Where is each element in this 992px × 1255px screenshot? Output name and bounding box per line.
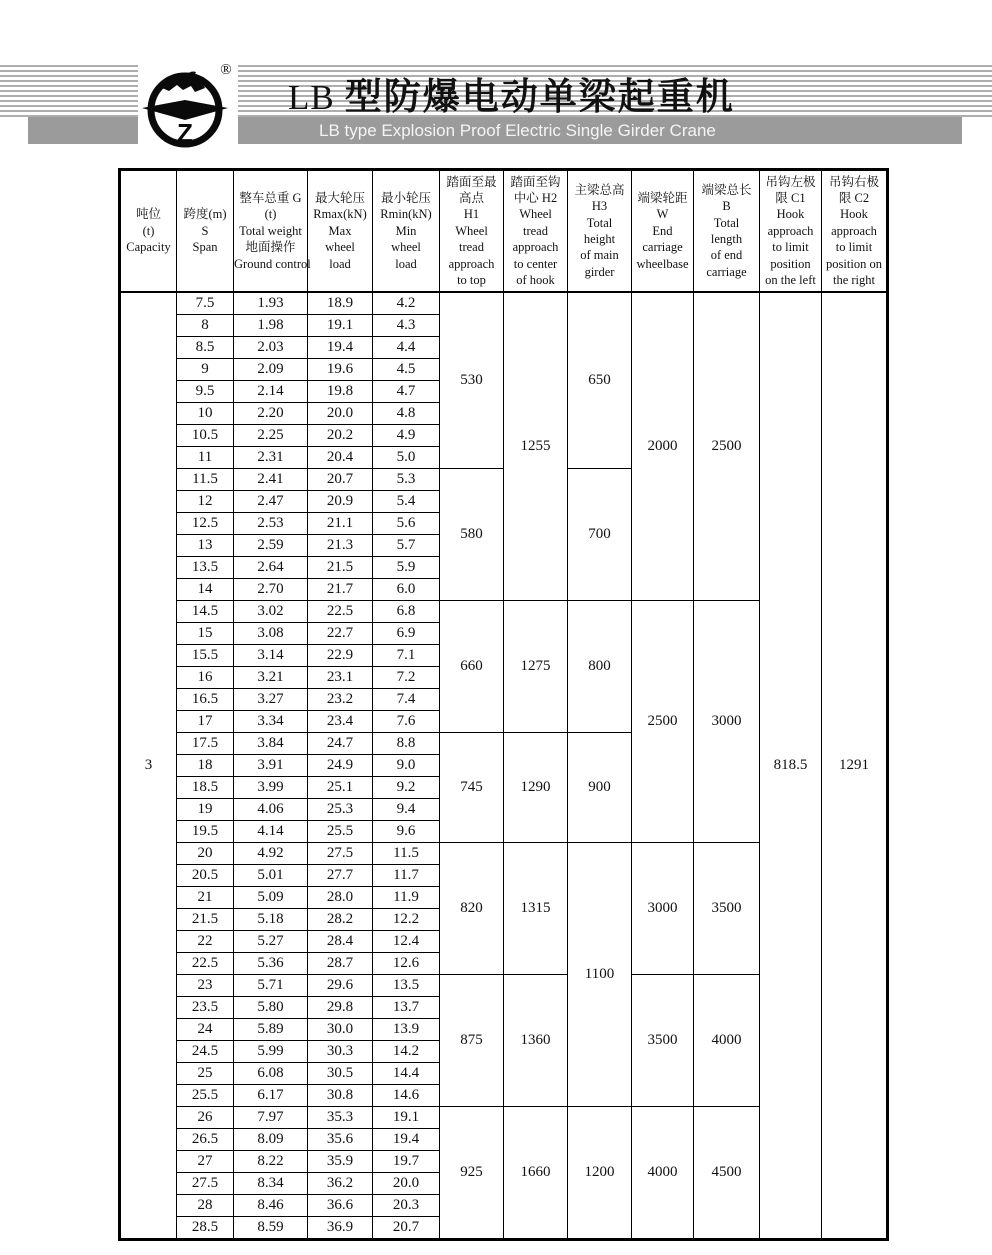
- cell-h3: 1100: [568, 843, 632, 1107]
- cell-total_weight: 2.09: [234, 359, 308, 381]
- cell-total_weight: 2.64: [234, 557, 308, 579]
- table-row: [120, 292, 888, 315]
- header-line: carriage: [642, 240, 683, 255]
- cell-span: 27: [177, 1151, 234, 1173]
- cell-rmin: 13.9: [373, 1019, 440, 1041]
- cell-rmin: 8.8: [373, 733, 440, 755]
- title-model-code: LB: [288, 78, 335, 117]
- cell-rmin: 20.7: [373, 1217, 440, 1240]
- cell-rmin: 5.3: [373, 469, 440, 491]
- cell-span: 13.5: [177, 557, 234, 579]
- cell-h1: 580: [440, 469, 504, 601]
- cell-rmax: 36.2: [308, 1173, 373, 1195]
- cell-total_weight: 3.02: [234, 601, 308, 623]
- cell-total_weight: 4.92: [234, 843, 308, 865]
- cell-rmax: 27.7: [308, 865, 373, 887]
- cell-span: 14: [177, 579, 234, 601]
- cell-rmax: 22.9: [308, 645, 373, 667]
- header-line: Hook: [840, 207, 868, 222]
- cell-rmax: 18.9: [308, 292, 373, 315]
- cell-capacity: 3: [120, 292, 177, 1240]
- cell-span: 28: [177, 1195, 234, 1217]
- header-line: Wheel: [455, 223, 488, 238]
- spec-table: [118, 168, 889, 1241]
- cell-rmin: 4.4: [373, 337, 440, 359]
- cell-span: 11: [177, 447, 234, 469]
- cell-rmax: 29.6: [308, 975, 373, 997]
- header-line: approach: [767, 223, 814, 238]
- header-line: wheel: [391, 240, 421, 255]
- cell-total_weight: 3.21: [234, 667, 308, 689]
- cell-span: 21: [177, 887, 234, 909]
- header-line: carriage: [706, 264, 747, 279]
- cell-h3: 900: [568, 733, 632, 843]
- cell-rmin: 7.1: [373, 645, 440, 667]
- cell-total_weight: 7.97: [234, 1107, 308, 1129]
- header-line: girder: [584, 264, 615, 279]
- cell-total_weight: 6.08: [234, 1063, 308, 1085]
- cell-h2: 1275: [504, 601, 568, 733]
- cell-rmax: 30.3: [308, 1041, 373, 1063]
- cell-rmax: 35.3: [308, 1107, 373, 1129]
- cell-h1: 745: [440, 733, 504, 843]
- header-line: 高点: [458, 190, 484, 205]
- header-line: 中心 H2: [513, 190, 558, 205]
- header-line: 吊钩右极: [828, 174, 879, 189]
- cell-total_weight: 4.06: [234, 799, 308, 821]
- cell-h1: 925: [440, 1107, 504, 1240]
- cell-rmax: 21.3: [308, 535, 373, 557]
- header-line: Total weight: [239, 223, 302, 238]
- header-line: Ground control: [234, 256, 311, 271]
- cell-rmin: 13.7: [373, 997, 440, 1019]
- cell-rmax: 36.6: [308, 1195, 373, 1217]
- cell-total_weight: 8.22: [234, 1151, 308, 1173]
- cell-rmin: 5.4: [373, 491, 440, 513]
- cell-span: 17: [177, 711, 234, 733]
- header-line: Max: [328, 223, 352, 238]
- header-cell-c2: [822, 170, 888, 293]
- cell-rmin: 4.3: [373, 315, 440, 337]
- header-line: 踏面至最: [446, 174, 497, 189]
- cell-rmax: 19.4: [308, 337, 373, 359]
- cell-span: 11.5: [177, 469, 234, 491]
- cell-span: 17.5: [177, 733, 234, 755]
- cell-span: 13: [177, 535, 234, 557]
- header-line: height: [583, 232, 616, 246]
- cell-rmax: 25.3: [308, 799, 373, 821]
- cell-b: 3500: [694, 843, 760, 975]
- cell-rmax: 24.9: [308, 755, 373, 777]
- cell-h1: 875: [440, 975, 504, 1107]
- header-cell-h3: [568, 170, 632, 293]
- header-line: 主梁总高: [574, 182, 625, 197]
- header-line: 踏面至钩: [510, 174, 561, 189]
- cell-rmin: 9.6: [373, 821, 440, 843]
- cell-span: 8.5: [177, 337, 234, 359]
- cell-rmax: 35.6: [308, 1129, 373, 1151]
- cell-rmin: 7.4: [373, 689, 440, 711]
- cell-rmin: 19.1: [373, 1107, 440, 1129]
- cell-span: 19: [177, 799, 234, 821]
- cell-total_weight: 2.25: [234, 425, 308, 447]
- cell-rmax: 36.9: [308, 1217, 373, 1240]
- cell-total_weight: 5.18: [234, 909, 308, 931]
- cell-rmin: 4.7: [373, 381, 440, 403]
- cell-w: 3000: [632, 843, 694, 975]
- header-line: 端梁轮距: [637, 190, 688, 205]
- cell-rmax: 29.8: [308, 997, 373, 1019]
- cell-rmax: 21.1: [308, 513, 373, 535]
- cell-span: 25.5: [177, 1085, 234, 1107]
- cell-rmin: 7.6: [373, 711, 440, 733]
- header-line: 整车总重 G: [239, 190, 302, 205]
- header-line: length: [710, 232, 743, 246]
- cell-total_weight: 6.17: [234, 1085, 308, 1107]
- cell-rmax: 27.5: [308, 843, 373, 865]
- title-chinese: 型防爆电动单梁起重机: [344, 76, 735, 117]
- cell-span: 7.5: [177, 292, 234, 315]
- header-line: 吨位: [135, 207, 161, 222]
- cell-total_weight: 5.01: [234, 865, 308, 887]
- cell-rmax: 22.7: [308, 623, 373, 645]
- registered-mark: ®: [220, 62, 232, 78]
- cell-span: 12: [177, 491, 234, 513]
- cell-rmin: 5.6: [373, 513, 440, 535]
- cell-rmin: 13.5: [373, 975, 440, 997]
- cell-rmin: 14.6: [373, 1085, 440, 1107]
- cell-rmin: 4.2: [373, 292, 440, 315]
- cell-span: 18.5: [177, 777, 234, 799]
- cell-span: 26: [177, 1107, 234, 1129]
- cell-total_weight: 5.36: [234, 953, 308, 975]
- header-line: approach: [512, 240, 559, 255]
- header-line: 吊钩左极: [765, 174, 816, 189]
- header-line: H1: [463, 207, 480, 222]
- cell-rmax: 23.1: [308, 667, 373, 689]
- cell-rmax: 19.8: [308, 381, 373, 403]
- page-title: [288, 66, 735, 120]
- header-line: (t): [142, 223, 155, 238]
- cell-rmax: 20.4: [308, 447, 373, 469]
- cell-span: 15: [177, 623, 234, 645]
- cell-w: 3500: [632, 975, 694, 1107]
- header-cell-rmin: [373, 170, 440, 293]
- header-line: wheel: [325, 240, 355, 255]
- cell-span: 9.5: [177, 381, 234, 403]
- cell-rmin: 11.7: [373, 865, 440, 887]
- cell-total_weight: 3.91: [234, 755, 308, 777]
- cell-rmax: 28.4: [308, 931, 373, 953]
- cell-span: 23: [177, 975, 234, 997]
- header-line: 跨度(m): [183, 207, 227, 222]
- cell-total_weight: 2.70: [234, 579, 308, 601]
- cell-total_weight: 5.89: [234, 1019, 308, 1041]
- header-line: to limit: [835, 240, 873, 255]
- header-cell-h1: [440, 170, 504, 293]
- header-line: of hook: [516, 273, 555, 288]
- cell-b: 2500: [694, 292, 760, 601]
- cell-span: 14.5: [177, 601, 234, 623]
- cell-span: 20: [177, 843, 234, 865]
- cell-total_weight: 5.27: [234, 931, 308, 953]
- cell-span: 12.5: [177, 513, 234, 535]
- cell-rmax: 28.7: [308, 953, 373, 975]
- cell-rmax: 20.2: [308, 425, 373, 447]
- cell-total_weight: 3.14: [234, 645, 308, 667]
- header-line: 限 C2: [838, 190, 870, 205]
- cell-total_weight: 2.41: [234, 469, 308, 491]
- cell-b: 4500: [694, 1107, 760, 1240]
- header-cell-capacity: [120, 170, 177, 293]
- cell-span: 9: [177, 359, 234, 381]
- cell-rmax: 28.2: [308, 909, 373, 931]
- header-line: of end: [710, 248, 743, 263]
- page-subtitle: LB type Explosion Proof Electric Single Girder Crane: [319, 121, 716, 140]
- cell-span: 21.5: [177, 909, 234, 931]
- header-line: 最小轮压: [380, 190, 431, 205]
- logo-box: [138, 56, 238, 154]
- cell-rmax: 22.5: [308, 601, 373, 623]
- header-line: W: [656, 207, 669, 222]
- header-cell-span: [177, 170, 234, 293]
- cell-c1: 818.5: [760, 292, 822, 1240]
- cell-total_weight: 5.99: [234, 1041, 308, 1063]
- cell-total_weight: 8.09: [234, 1129, 308, 1151]
- header-line: 限 C1: [775, 190, 806, 205]
- cell-total_weight: 3.84: [234, 733, 308, 755]
- cell-span: 10.5: [177, 425, 234, 447]
- cell-rmin: 9.4: [373, 799, 440, 821]
- header-line: Rmin(kN): [380, 207, 432, 222]
- cell-rmin: 11.9: [373, 887, 440, 909]
- header-line: position: [770, 256, 811, 271]
- cell-span: 22.5: [177, 953, 234, 975]
- cell-rmax: 30.0: [308, 1019, 373, 1041]
- header-line: approach: [831, 223, 877, 238]
- cell-total_weight: 5.80: [234, 997, 308, 1019]
- cell-rmin: 4.5: [373, 359, 440, 381]
- cell-b: 3000: [694, 601, 760, 843]
- cell-span: 20.5: [177, 865, 234, 887]
- header-line: Total: [713, 215, 740, 230]
- cell-rmin: 19.4: [373, 1129, 440, 1151]
- company-logo: [140, 58, 236, 154]
- cell-total_weight: 8.34: [234, 1173, 308, 1195]
- header-line: Wheel: [519, 207, 552, 222]
- header-cell-total_weight: [234, 170, 311, 293]
- cell-rmin: 12.6: [373, 953, 440, 975]
- header-line: S: [201, 223, 209, 238]
- table-body: [120, 292, 888, 1240]
- cell-total_weight: 1.93: [234, 292, 308, 315]
- cell-span: 25: [177, 1063, 234, 1085]
- cell-total_weight: 1.98: [234, 315, 308, 337]
- header-line: Span: [192, 240, 218, 255]
- cell-h3: 1200: [568, 1107, 632, 1240]
- header-cell-h2: [504, 170, 568, 293]
- cell-h2: 1360: [504, 975, 568, 1107]
- cell-h3: 650: [568, 292, 632, 469]
- banner-bar-left: [28, 117, 140, 144]
- cell-h3: 800: [568, 601, 632, 733]
- cell-rmin: 14.4: [373, 1063, 440, 1085]
- cell-rmax: 28.0: [308, 887, 373, 909]
- header-line: to limit: [772, 240, 809, 255]
- cell-rmax: 20.7: [308, 469, 373, 491]
- header-line: 地面操作: [245, 240, 296, 255]
- cell-total_weight: 2.31: [234, 447, 308, 469]
- cell-w: 4000: [632, 1107, 694, 1240]
- cell-span: 10: [177, 403, 234, 425]
- svg-text:Z: Z: [177, 118, 193, 148]
- cell-total_weight: 2.53: [234, 513, 308, 535]
- cell-rmax: 23.4: [308, 711, 373, 733]
- cell-w: 2000: [632, 292, 694, 601]
- header-line: position on: [826, 256, 882, 271]
- cell-span: 16: [177, 667, 234, 689]
- cell-span: 19.5: [177, 821, 234, 843]
- cell-span: 24: [177, 1019, 234, 1041]
- cell-rmax: 20.9: [308, 491, 373, 513]
- cell-rmin: 4.9: [373, 425, 440, 447]
- cell-rmin: 20.3: [373, 1195, 440, 1217]
- cell-w: 2500: [632, 601, 694, 843]
- cell-total_weight: 5.71: [234, 975, 308, 997]
- header-line: End: [652, 223, 673, 238]
- header-line: Capacity: [126, 240, 171, 255]
- cell-rmax: 25.1: [308, 777, 373, 799]
- cell-h1: 660: [440, 601, 504, 733]
- cell-rmin: 5.7: [373, 535, 440, 557]
- header-line: load: [329, 256, 351, 271]
- header-line: to center: [513, 256, 558, 271]
- cell-rmax: 24.7: [308, 733, 373, 755]
- cell-rmax: 21.5: [308, 557, 373, 579]
- cell-rmin: 6.0: [373, 579, 440, 601]
- cell-span: 27.5: [177, 1173, 234, 1195]
- header-line: H3: [591, 199, 608, 214]
- cell-h1: 820: [440, 843, 504, 975]
- cell-rmax: 25.5: [308, 821, 373, 843]
- header-line: wheelbase: [636, 256, 689, 271]
- header-cell-w: [632, 170, 694, 293]
- cell-rmax: 19.6: [308, 359, 373, 381]
- cell-rmin: 6.9: [373, 623, 440, 645]
- cell-rmax: 30.8: [308, 1085, 373, 1107]
- cell-rmin: 14.2: [373, 1041, 440, 1063]
- cell-rmin: 9.0: [373, 755, 440, 777]
- cell-rmin: 5.0: [373, 447, 440, 469]
- header-line: Total: [586, 215, 613, 230]
- cell-rmax: 19.1: [308, 315, 373, 337]
- cell-total_weight: 8.59: [234, 1217, 308, 1240]
- cell-h2: 1315: [504, 843, 568, 975]
- header-line: on the left: [765, 273, 816, 288]
- header-line: the right: [832, 273, 875, 288]
- header-line: load: [395, 256, 417, 271]
- cell-h1: 530: [440, 292, 504, 469]
- cell-total_weight: 3.99: [234, 777, 308, 799]
- cell-rmax: 21.7: [308, 579, 373, 601]
- header-line: Hook: [776, 207, 805, 222]
- header-line: 最大轮压: [314, 190, 365, 205]
- cell-rmin: 12.4: [373, 931, 440, 953]
- header-line: tread: [523, 223, 548, 238]
- cell-rmax: 35.9: [308, 1151, 373, 1173]
- cell-span: 22: [177, 931, 234, 953]
- cell-rmax: 20.0: [308, 403, 373, 425]
- cell-span: 28.5: [177, 1217, 234, 1240]
- cell-total_weight: 2.20: [234, 403, 308, 425]
- cell-rmin: 20.0: [373, 1173, 440, 1195]
- cell-total_weight: 2.14: [234, 381, 308, 403]
- cell-span: 16.5: [177, 689, 234, 711]
- header-line: to top: [457, 273, 486, 288]
- cell-h2: 1255: [504, 292, 568, 601]
- cell-rmin: 6.8: [373, 601, 440, 623]
- header-line: 端梁总长: [701, 182, 752, 197]
- header-line: of main: [580, 248, 619, 263]
- header-cell-c1: [760, 170, 822, 293]
- header-row: [120, 170, 888, 293]
- cell-total_weight: 5.09: [234, 887, 308, 909]
- header-line: Min: [395, 223, 417, 238]
- cell-span: 15.5: [177, 645, 234, 667]
- cell-rmin: 19.7: [373, 1151, 440, 1173]
- cell-h3: 700: [568, 469, 632, 601]
- header-line: (t): [264, 207, 277, 222]
- cell-total_weight: 2.03: [234, 337, 308, 359]
- cell-total_weight: 3.27: [234, 689, 308, 711]
- header-line: B: [722, 199, 731, 214]
- cell-total_weight: 8.46: [234, 1195, 308, 1217]
- header-line: Rmax(kN): [313, 207, 367, 222]
- cell-span: 26.5: [177, 1129, 234, 1151]
- cell-rmax: 30.5: [308, 1063, 373, 1085]
- header-line: approach: [448, 256, 495, 271]
- cell-rmin: 5.9: [373, 557, 440, 579]
- cell-span: 23.5: [177, 997, 234, 1019]
- cell-total_weight: 2.59: [234, 535, 308, 557]
- cell-total_weight: 4.14: [234, 821, 308, 843]
- header-cell-rmax: [308, 170, 373, 293]
- cell-c2: 1291: [822, 292, 888, 1240]
- cell-span: 8: [177, 315, 234, 337]
- cell-span: 24.5: [177, 1041, 234, 1063]
- header-cell-b: [694, 170, 760, 293]
- cell-span: 18: [177, 755, 234, 777]
- cell-h2: 1290: [504, 733, 568, 843]
- cell-rmin: 4.8: [373, 403, 440, 425]
- cell-rmax: 23.2: [308, 689, 373, 711]
- cell-total_weight: 3.34: [234, 711, 308, 733]
- cell-rmin: 12.2: [373, 909, 440, 931]
- cell-total_weight: 3.08: [234, 623, 308, 645]
- cell-rmin: 9.2: [373, 777, 440, 799]
- cell-h2: 1660: [504, 1107, 568, 1240]
- header-line: tread: [459, 240, 484, 255]
- cell-rmin: 7.2: [373, 667, 440, 689]
- cell-b: 4000: [694, 975, 760, 1107]
- cell-rmin: 11.5: [373, 843, 440, 865]
- cell-total_weight: 2.47: [234, 491, 308, 513]
